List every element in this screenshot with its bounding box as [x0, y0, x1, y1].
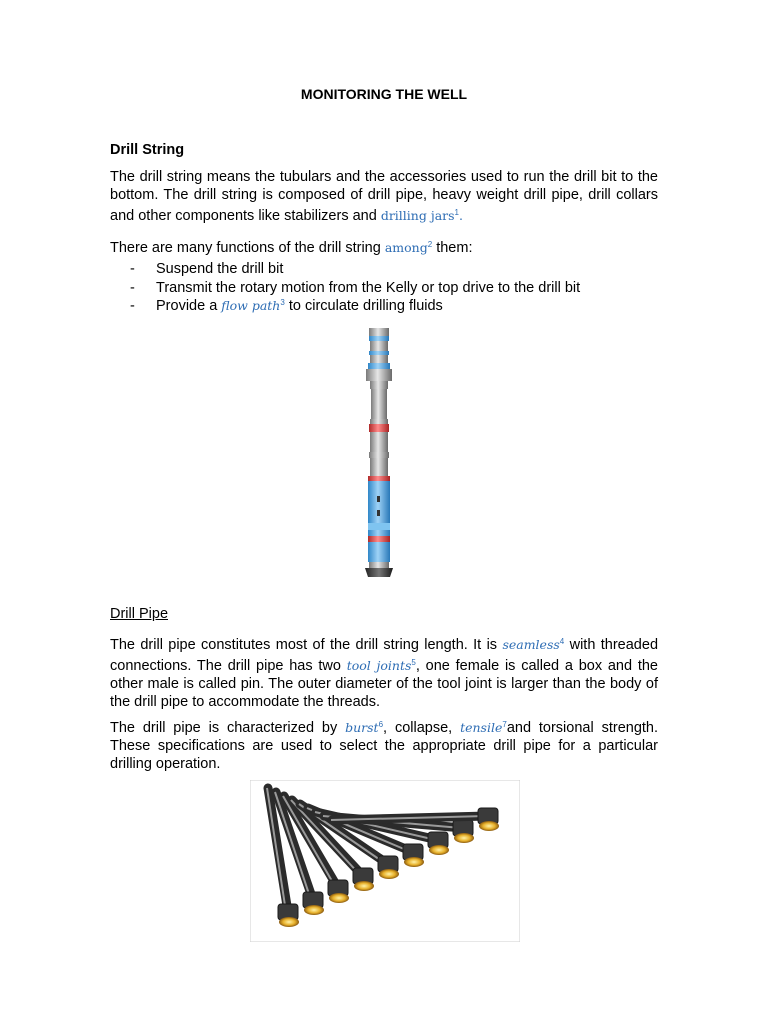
heading-drill-string: Drill String [110, 142, 185, 158]
paragraph-functions-intro [110, 236, 658, 257]
footnote-ref[interactable]: 4 [559, 637, 565, 646]
footnote-ref[interactable]: 6 [378, 720, 384, 729]
paragraph-drill-pipe-specs [110, 716, 658, 773]
tool-joint-thread-end [354, 881, 374, 891]
text: with threaded connections. The drill pipe has two [110, 637, 659, 674]
text: There are many functions of the drill string [110, 240, 381, 256]
text: . [459, 208, 463, 223]
text: The drill string means the tubulars and the accessories used to run the drill bit to the bottom. The drill string is composed of drill pipe, heavy weight drill pipe, drill collars and other components like stabilizers and [110, 169, 658, 224]
footnote-ref[interactable]: 3 [280, 298, 285, 307]
drill-string-illustration [356, 328, 402, 578]
term-burst[interactable]: burst [345, 720, 379, 735]
text: , collapse, [383, 720, 453, 736]
term-tool-joints[interactable]: tool joints [346, 658, 412, 673]
page-title: MONITORING THE WELL [300, 86, 468, 102]
list-text: Transmit the rotary motion from the Kelly or top drive to the drill bit [156, 279, 581, 296]
term-tensile[interactable]: tensile [460, 720, 503, 735]
list-text: Suspend the drill bit [156, 261, 284, 277]
tool-joint-thread-end [404, 857, 424, 867]
tool-joint-thread-end [304, 905, 324, 915]
tool-joint-thread-end [279, 917, 299, 927]
heading-drill-pipe: Drill Pipe [110, 606, 169, 622]
list-dash: - [130, 298, 135, 314]
footnote-ref[interactable]: 2 [427, 240, 433, 249]
text: and torsional strength. These specifications are used to select the appropriate drill pipe for a particular drilling operation. [110, 720, 659, 772]
footnote-ref[interactable]: 7 [502, 720, 507, 729]
tool-joint-thread-end [454, 833, 474, 843]
footnote-ref[interactable]: 5 [411, 658, 416, 667]
list-text [156, 298, 443, 314]
term-seamless[interactable]: seamless [502, 637, 560, 652]
tool-joint-thread-end [379, 869, 399, 879]
tool-joint-thread-end [479, 821, 499, 831]
text: The drill pipe is characterized by [110, 720, 338, 736]
list-dash: - [130, 261, 135, 277]
term-drilling-jars[interactable]: drilling jars [380, 208, 455, 223]
tool-joint-thread-end [429, 845, 449, 855]
text: to circulate drilling fluids [288, 298, 443, 314]
text: The drill pipe constitutes most of the drill string length. It is [110, 637, 498, 653]
drill-pipes-photo [250, 780, 520, 942]
paragraph-drill-string-definition [110, 168, 658, 225]
footnote-ref[interactable]: 1 [454, 208, 459, 217]
term-flow-path[interactable]: flow path [221, 298, 281, 313]
paragraph-drill-pipe-description [110, 633, 658, 711]
text: them: [436, 240, 473, 256]
text: Provide a [156, 298, 218, 314]
text: , one female is called a box and the other male is called pin. The outer diameter of the tool joint is larger than the body of the drill pipe to accommodate the threads. [110, 658, 658, 710]
term-among[interactable]: among [384, 240, 428, 255]
list-dash: - [130, 279, 135, 296]
tool-joint-thread-end [329, 893, 349, 903]
